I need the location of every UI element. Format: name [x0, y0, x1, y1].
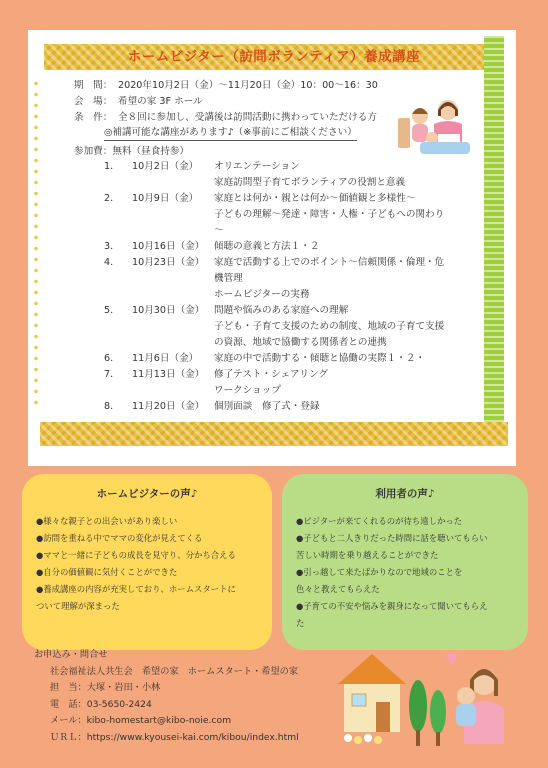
staff-names: 担 当：大塚・岩田・小林 — [50, 682, 161, 693]
session-date: 10月16日（金） — [132, 241, 205, 252]
schedule-item — [104, 399, 464, 415]
email-address[interactable]: メール：kibo-homestart@kibo-noie.com — [50, 715, 232, 726]
schedule-item — [104, 191, 464, 239]
makeup-class-note: ◎補講可能な講座があります♪（※事前にご相談ください） — [104, 126, 357, 141]
visitor-voice-item: ついて理解が深まった — [36, 601, 120, 611]
session-date: 11月13日（金） — [132, 369, 205, 380]
schedule-item — [104, 303, 464, 351]
period-value: 2020年10月2日（金）～11月20日（金）10：00～16：30 — [118, 80, 378, 91]
visitor-voice-box — [22, 474, 272, 650]
contact-heading: お申込み・問合せ — [34, 649, 108, 660]
session-number: 3. — [104, 241, 114, 252]
session-number: 1. — [104, 161, 114, 172]
schedule-item — [104, 367, 464, 399]
mother-and-child-illustration — [398, 94, 476, 158]
conditions-value: 全８回に参加し、受講後は訪問活動に携わっていただける方 — [118, 112, 377, 123]
user-voice-item: ●引っ越して来たばかりなので地域のことを — [296, 567, 463, 577]
visitor-voice-item: ●様々な親子との出会いがあり楽しい — [36, 516, 178, 526]
session-topic: 子ども・子育て支援のための制度、地域の子育て支援 — [214, 321, 445, 332]
session-topic: 修了テスト・シェアリング — [214, 369, 328, 380]
period-label: 期 間： — [74, 80, 113, 91]
session-topic: ～ — [214, 225, 224, 236]
schedule-item — [104, 239, 464, 255]
dotted-border-decoration — [33, 78, 39, 408]
user-voice-item: ●子育ての不安や悩みを親身になって聞いてもらえ — [296, 601, 488, 611]
session-topic: ホームビジターの実務 — [214, 289, 310, 300]
user-voice-item: 苦しい時期を乗り越えることができた — [296, 550, 439, 560]
session-number: 2. — [104, 193, 114, 204]
page-title: ホームビジター（訪問ボランティア）養成講座 — [127, 49, 421, 65]
session-topic: ワークショップ — [214, 385, 281, 396]
session-topic: 問題や悩みのある家庭への理解 — [214, 305, 349, 316]
visitor-voice-title: ホームビジターの声♪ — [96, 488, 198, 500]
session-topic: 家庭で活動する上でのポイント～信頼関係・倫理・危 — [214, 257, 445, 268]
venue-label: 会 場： — [74, 96, 113, 107]
session-number: 8. — [104, 401, 114, 412]
contact-info — [34, 647, 299, 746]
session-date: 10月30日（金） — [132, 305, 205, 316]
session-topic: オリエンテーション — [214, 161, 300, 172]
session-topic: 傾聴の意義と方法１・２ — [214, 241, 320, 252]
session-topic: 家庭の中で活動する・傾聴と協働の実際１・２・ — [214, 353, 426, 364]
schedule-item — [104, 351, 464, 367]
organization-name: 社会福祉法人共生会 希望の家 ホームスタート・希望の家 — [50, 665, 299, 677]
side-tape-decoration — [484, 36, 504, 446]
session-topic: 子どもの理解～発達・障害・人権・子どもへの関わり — [214, 209, 445, 220]
user-voice-item: ●ビジターが来てくれるのが待ち遠しかった — [296, 516, 463, 526]
house-and-family-illustration — [334, 648, 524, 750]
visitor-voice-item: ●訪問を重ねる中でママの変化が見えてくる — [36, 533, 203, 543]
conditions-row — [74, 110, 378, 126]
visitor-voice-item: ●ママと一緒に子どもの成長を見守り、分かち合える — [36, 550, 236, 560]
user-voice-box — [282, 474, 528, 650]
fee-info: 参加費：無料（昼食持参） — [74, 146, 190, 157]
visitor-voice-item: ●養成講座の内容が充実しており、ホームスタートに — [36, 584, 236, 594]
visitor-voice-item: ●自分の価値観に気付くことができた — [36, 567, 178, 577]
session-date: 11月6日（金） — [132, 353, 199, 364]
session-topic: 機管理 — [214, 273, 243, 284]
session-topic: 家庭訪問型子育てボランティアの役割と意義 — [214, 177, 406, 188]
user-voice-item: ●子どもと二人きりだった時間に話を聴いてもらい — [296, 533, 488, 543]
session-date: 10月2日（金） — [132, 161, 199, 172]
period-row — [74, 78, 378, 94]
session-number: 5. — [104, 305, 114, 316]
course-info — [74, 78, 378, 126]
session-date: 11月20日（金） — [132, 401, 205, 412]
session-topic: 家庭とは何か・親とは何か～価値観と多様性～ — [214, 193, 416, 204]
phone-number: 電 話：03-5650-2424 — [50, 698, 152, 710]
session-number: 7. — [104, 369, 114, 380]
conditions-label: 条 件： — [74, 112, 113, 123]
venue-row — [74, 94, 378, 110]
schedule-item — [104, 255, 464, 303]
schedule-list — [104, 159, 464, 415]
user-voice-item: 色々と教えてもらえた — [296, 584, 380, 594]
session-topic: 個別面談 修了式・登録 — [214, 401, 320, 412]
website-url[interactable]: ＵＲＬ：https://www.kyousei-kai.com/kibou/index.html — [50, 731, 299, 743]
session-date: 10月23日（金） — [132, 257, 205, 268]
schedule-item — [104, 159, 464, 191]
session-number: 6. — [104, 353, 114, 364]
venue-value: 希望の家 3F ホール — [118, 96, 203, 107]
bottom-tape-decoration — [40, 422, 508, 446]
user-voice-item: た — [296, 618, 305, 628]
user-voice-title: 利用者の声♪ — [375, 488, 435, 500]
session-date: 10月9日（金） — [132, 193, 199, 204]
session-topic: の資源、地域で協働する関係者との連携 — [214, 337, 387, 348]
session-number: 4. — [104, 257, 114, 268]
